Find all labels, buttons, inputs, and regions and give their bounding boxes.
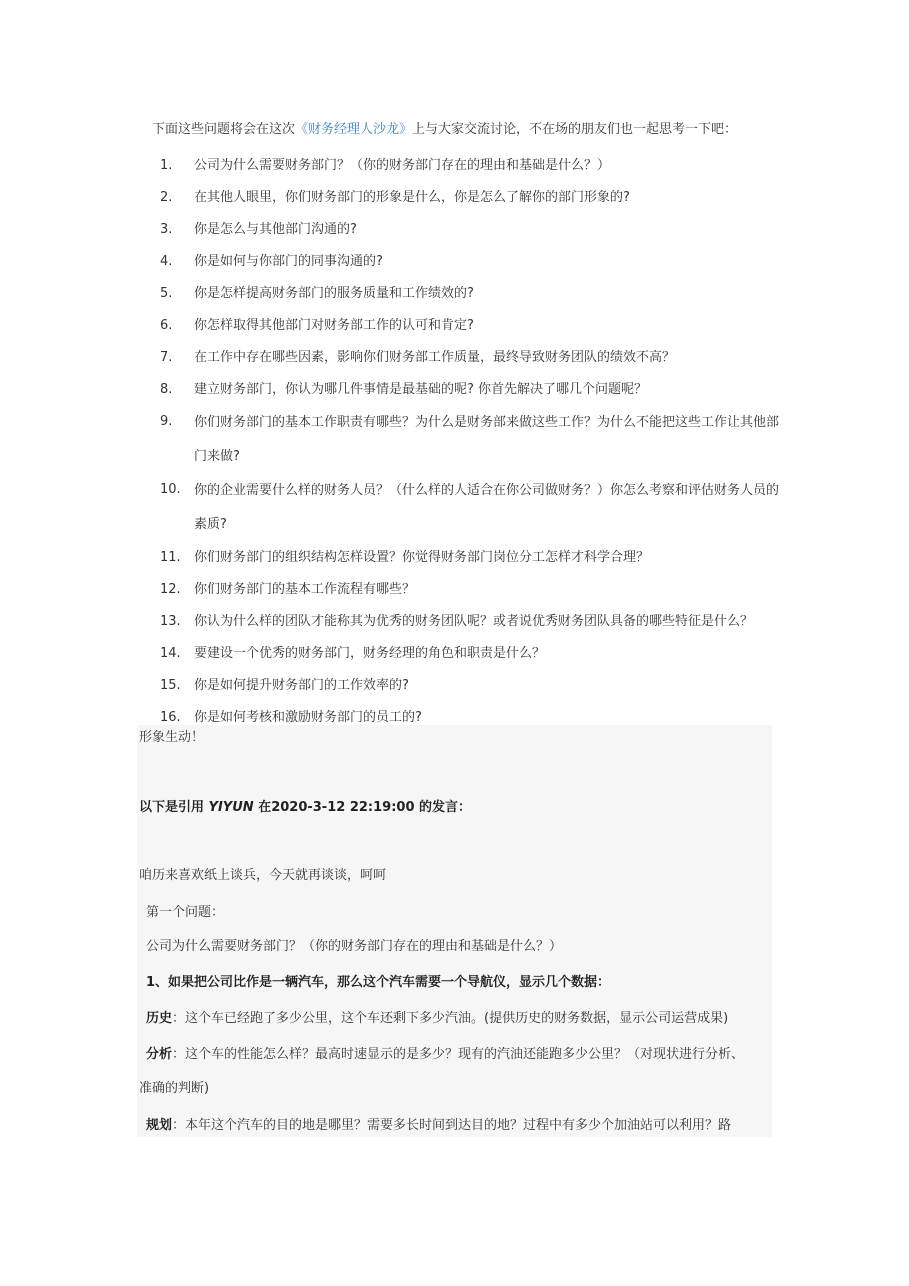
question-item — [160, 542, 790, 574]
question-text: 在工作中存在哪些因素，影响你们财务部工作质量，最终导致财务团队的绩效不高？ — [194, 350, 676, 365]
intro-text-after: 上与大家交流讨论，不在场的朋友们也一起思考一下吧： — [412, 122, 738, 137]
question-number: 7. — [160, 350, 173, 365]
question-text: 你是如何与你部门的同事沟通的? — [194, 254, 383, 269]
analysis-label: 分析 — [146, 1047, 173, 1062]
question-item — [160, 606, 790, 638]
question-text: 在其他人眼里，你们财务部门的形象是什么，你是怎么了解你的部门形象的? — [194, 190, 630, 205]
question-item — [160, 638, 790, 670]
reply-line: 第一个问题： — [146, 905, 225, 920]
reply-heading: 1、如果把公司比作是一辆汽车，那么这个汽车需要一个导航仪，显示几个数据： — [146, 975, 611, 990]
plan-label: 规划 — [146, 1118, 173, 1133]
question-item — [160, 182, 790, 214]
question-number: 5. — [160, 286, 173, 301]
question-number: 15. — [160, 678, 181, 693]
question-number: 13. — [160, 614, 181, 629]
question-text: 你是怎样提高财务部门的服务质量和工作绩效的? — [194, 286, 474, 301]
question-number: 14. — [160, 646, 181, 661]
question-item — [160, 310, 790, 342]
question-text: 你认为什么样的团队才能称其为优秀的财务团队呢？或者说优秀财务团队具备的哪些特征是什么？ — [194, 614, 754, 629]
reply-box — [137, 725, 772, 1137]
question-item — [160, 406, 790, 474]
question-number: 12. — [160, 582, 181, 597]
question-item — [160, 246, 790, 278]
question-number: 6. — [160, 318, 173, 333]
question-text: 你是怎么与其他部门沟通的? — [194, 222, 357, 237]
question-item — [160, 150, 790, 182]
history-line — [146, 1009, 728, 1029]
question-text: 你们财务部门的基本工作流程有哪些？ — [194, 582, 416, 597]
question-text: 你怎样取得其他部门对财务部工作的认可和肯定? — [194, 318, 474, 333]
intro-text-before: 下面这些问题将会在这次 — [152, 122, 296, 137]
plan-text: ：本年这个汽车的目的地是哪里？需要多长时间到达目的地？过程中有多少个加油站可以利用？路 — [172, 1118, 732, 1133]
quote-username[interactable]: YIYUN — [208, 800, 254, 815]
question-text: 公司为什么需要财务部门？（你的财务部门存在的理由和基础是什么？） — [194, 158, 611, 173]
question-number: 2. — [160, 190, 173, 205]
question-number: 11. — [160, 550, 181, 565]
question-number: 4. — [160, 254, 173, 269]
question-item — [160, 474, 790, 542]
question-item — [160, 342, 790, 374]
plan-line — [146, 1116, 731, 1136]
question-item — [160, 574, 790, 606]
question-item — [160, 278, 790, 310]
question-number: 3. — [160, 222, 173, 237]
history-label: 历史 — [146, 1011, 173, 1026]
question-text: 你们财务部门的组织结构怎样设置？你觉得财务部门岗位分工怎样才科学合理？ — [194, 550, 650, 565]
question-number: 10. — [160, 482, 181, 497]
question-number: 1. — [160, 158, 173, 173]
question-item — [160, 374, 790, 406]
intro-paragraph — [152, 120, 792, 140]
question-number: 8. — [160, 382, 173, 397]
reply-line: 公司为什么需要财务部门？（你的财务部门存在的理由和基础是什么？） — [146, 939, 563, 954]
quote-header — [139, 798, 471, 818]
quote-prefix: 以下是引用 — [139, 800, 205, 815]
question-text: 你们财务部门的基本工作职责有哪些？为什么是财务部来做这些工作？为什么不能把这些工作让其他部门来做? — [194, 415, 780, 464]
salon-link[interactable]: 《财务经理人沙龙》 — [295, 122, 413, 137]
analysis-continuation: 准确的判断) — [139, 1081, 210, 1096]
analysis-line — [146, 1045, 744, 1065]
question-list — [160, 150, 790, 734]
analysis-text: ：这个车的性能怎么样？最高时速显示的是多少？现有的汽油还能跑多少公里？（对现状进行分析、 — [172, 1047, 745, 1062]
question-text: 你的企业需要什么样的财务人员？（什么样的人适合在你公司做财务？）你怎么考察和评估财务人员的素质? — [194, 483, 780, 532]
question-number: 16. — [160, 710, 181, 725]
question-number: 9. — [160, 414, 173, 429]
quote-suffix: 在2020-3-12 22:19:00 的发言： — [258, 800, 472, 815]
history-text: ：这个车已经跑了多少公里，这个车还剩下多少汽油。(提供历史的财务数据，显示公司运营成果) — [172, 1011, 729, 1026]
question-item — [160, 214, 790, 246]
question-item — [160, 670, 790, 702]
reply-line: 咱历来喜欢纸上谈兵，今天就再谈谈，呵呵 — [139, 868, 387, 883]
question-text: 你是如何考核和激励财务部门的员工的? — [194, 710, 422, 725]
praise-text: 形象生动！ — [139, 730, 205, 745]
question-text: 要建设一个优秀的财务部门，财务经理的角色和职责是什么？ — [194, 646, 546, 661]
question-text: 建立财务部门，你认为哪几件事情是最基础的呢? 你首先解决了哪几个问题呢？ — [194, 382, 648, 397]
question-text: 你是如何提升财务部门的工作效率的? — [194, 678, 409, 693]
